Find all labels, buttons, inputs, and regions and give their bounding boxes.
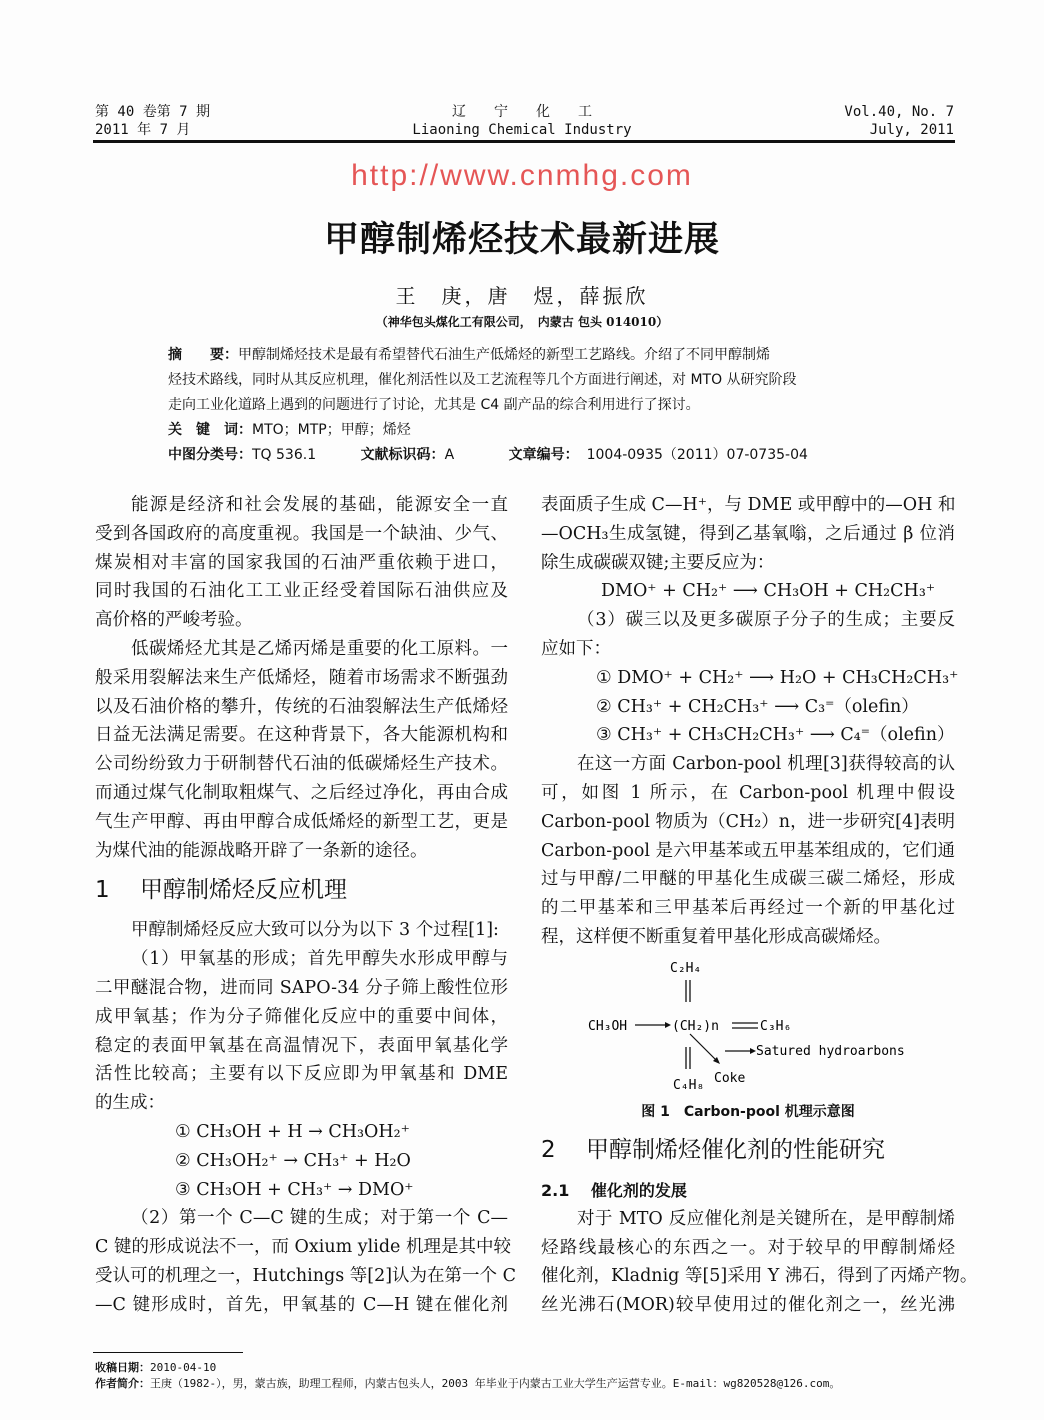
fig-arrowhead (665, 1022, 671, 1028)
equation: ③ CH₃⁺ + CH₃CH₂CH₃⁺ ⟶ C₄⁼（olefin） (596, 725, 955, 746)
fig-saturated: Satured hydroarbons (756, 1044, 905, 1059)
fig-c2h4: C₂H₄ (670, 961, 702, 976)
text-line: 对于 MTO 反应催化剂是关键所在，是甲醇制烯 (577, 1208, 955, 1229)
figure-caption: 图 1 Carbon-pool 机理示意图 (641, 1104, 855, 1120)
text-line: 可，如图 1 所示，在 Carbon-pool 机理中假设 (541, 783, 955, 803)
equation: DMO⁺ + CH₂⁺ ⟶ CH₃OH + CH₂CH₃⁺ (601, 581, 936, 602)
section-heading: 2 甲醇制烯烃催化剂的性能研究 (541, 1137, 885, 1163)
text-line: 公司纷纷致力于研制替代石油的低碳烯烃生产技术。 (95, 754, 508, 775)
abstract-line: 走向工业化道路上遇到的问题进行了讨论，尤其是 C4 副产品的综合利用进行了探讨。 (168, 397, 700, 413)
subsection-heading: 2.1 催化剂的发展 (541, 1181, 687, 1200)
text-line: 受认可的机理之一，Hutchings 等[2]认为在第一个 C (95, 1266, 516, 1286)
text-line: 二甲醚混合物，进而同 SAPO-34 分子筛上酸性位形 (95, 978, 508, 998)
equation: ① DMO⁺ + CH₂⁺ ⟶ H₂O + CH₃CH₂CH₃⁺ (596, 667, 959, 688)
volume-en: Vol.40, No. 7 (844, 104, 954, 120)
text-line: 日益无法满足需要。在这种背景下，各大能源机构和 (95, 725, 508, 746)
article-no-value: 1004-0935（2011）07-0735-04 (586, 447, 808, 463)
text-line: 般采用裂解法来生产低烯烃，随着市场需求不断强劲 (95, 667, 508, 688)
doc-code-label: 文献标识码： (360, 447, 445, 463)
text-line: 的生成： (95, 1093, 165, 1114)
text-line: —OCH₃生成氢键，得到乙基氧嗡，之后通过 β 位消 (541, 523, 955, 544)
text-line: C 键的形成说法不一，而 Oxium ylide 机理是其中较 (95, 1237, 511, 1258)
equation: ③ CH₃OH + CH₃⁺ → DMO⁺ (175, 1179, 414, 1200)
equation: ② CH₃OH₂⁺ → CH₃⁺ + H₂O (175, 1150, 411, 1171)
author-bio: 王庚（1982-），男，蒙古族，助理工程师，内蒙古包头人，2003 年毕业于内蒙古工业大学生产运营专业。E-mail：wg820528@126.com。 (150, 1377, 841, 1390)
text-line: 气生产甲醇、再由甲醇合成低烯烃的新型工艺，更是 (95, 811, 508, 832)
text-line: 除生成碳碳双键;主要反应为： (541, 552, 775, 573)
received-date: 2010-04-10 (150, 1361, 217, 1374)
section-heading: 1 甲醇制烯烃反应机理 (95, 877, 347, 904)
abstract-line: 烃技术路线，同时从其反应机理，催化剂活性以及工艺流程等几个方面进行阐述，对 MTO 从研究阶段 (168, 372, 797, 388)
figure-carbon-pool (560, 952, 960, 1092)
watermark: http://www.cnmhg.com (351, 159, 693, 192)
header-volume (844, 103, 954, 139)
text-line: 过与甲醇/二甲醚的甲基化生成碳三碳二烯烃，形成 (541, 869, 955, 890)
text-line: 甲醇制烯烃反应大致可以分为以下 3 个过程[1]: (131, 920, 499, 941)
text-line: —C 键形成时，首先，甲氧基的 C—H 键在催化剂 (95, 1294, 508, 1315)
text-line: （1）甲氧基的形成；首先甲醇失水形成甲醇与 (131, 949, 508, 970)
keywords-label: 关 键 词： (168, 422, 252, 438)
received-label: 收稿日期： (95, 1361, 150, 1374)
text-line: 以及石油价格的攀升，传统的石油裂解法生产低烯烃 (95, 696, 508, 717)
keywords: MTO；MTP；甲醇；烯烃 (252, 422, 411, 438)
fig-c3h6: C₃H₆ (760, 1019, 792, 1034)
clc-value: TQ 536.1 (252, 447, 317, 463)
doc-code-value: A (444, 447, 455, 463)
text-line: 成甲氧基；作为分子筛催化反应中的重要中间体， (95, 1006, 508, 1027)
text-line: 烃路线最核心的东西之一。对于较早的甲醇制烯烃 (541, 1237, 955, 1258)
fig-arrow (690, 1034, 718, 1062)
text-line: Carbon-pool 是六甲基苯或五甲基苯组成的，它们通 (541, 840, 955, 861)
journal-cn: 辽 宁 化 工 (452, 104, 592, 120)
header-rule (93, 140, 955, 143)
footnote (95, 1360, 955, 1392)
text-line: 应如下： (541, 639, 611, 659)
equation: ① CH₃OH + H → CH₃OH₂⁺ (175, 1122, 410, 1142)
journal-en: Liaoning Chemical Industry (412, 122, 632, 138)
fig-coke: Coke (714, 1071, 746, 1086)
text-line: 表面质子生成 C—H⁺，与 DME 或甲醇中的—OH 和 (541, 495, 956, 515)
paper-title: 甲醇制烯烃技术最新进展 (323, 220, 720, 260)
date-en: July, 2011 (869, 122, 954, 138)
date-cn: 2011 年 7 月 (95, 122, 191, 138)
header-issue (95, 103, 210, 139)
authors: 王 庚，唐 煜，薛振欣 (395, 284, 649, 308)
clc-label: 中图分类号： (168, 447, 252, 463)
fig-c4h8: C₄H₈ (673, 1078, 705, 1092)
text-line: 催化剂，Kladnig 等[5]采用 Y 沸石，得到了丙烯产物。 (541, 1266, 978, 1287)
issue-cn: 第 40 卷第 7 期 (95, 104, 211, 120)
article-no-label: 文章编号： (508, 447, 579, 463)
text-line: 丝光沸石(MOR)较早使用过的催化剂之一，丝光沸 (541, 1295, 955, 1316)
bio-label: 作者简介： (95, 1377, 150, 1390)
text-line: 低碳烯烃尤其是乙烯丙烯是重要的化工原料。一 (131, 639, 508, 659)
text-line: 为煤代油的能源战略开辟了一条新的途径。 (95, 840, 428, 861)
text-line: 能源是经济和社会发展的基础，能源安全一直 (131, 495, 508, 515)
text-line: （2）第一个 C—C 键的生成；对于第一个 C— (131, 1208, 508, 1229)
text-line: Carbon-pool 物质为（CH₂）n，进一步研究[4]表明 (541, 811, 955, 832)
abstract (168, 343, 880, 468)
fig-ch2n: (CH₂)n (672, 1019, 719, 1034)
text-line: 而通过煤气化制取粗煤气、之后经过净化，再由合成 (95, 783, 508, 803)
text-line: 在这一方面 Carbon-pool 机理[3]获得较高的认 (577, 754, 955, 775)
fig-ch3oh: CH₃OH (588, 1019, 628, 1034)
text-line: 程，这样便不断重复着甲基化形成高碳烯烃。 (541, 927, 891, 947)
footnote-rule (93, 1352, 243, 1353)
text-line: 活性比较高；主要有以下反应即为甲氧基和 DME (95, 1064, 508, 1085)
text-line: 的二甲基苯和三甲基苯后再经过一个新的甲基化过 (541, 898, 955, 919)
text-line: 高价格的严峻考验。 (95, 610, 253, 631)
text-line: 稳定的表面甲氧基在高温情况下，表面甲氧基化学 (95, 1035, 508, 1056)
abstract-label: 摘 要： (168, 347, 238, 363)
text-line: （3）碳三以及更多碳原子分子的生成；主要反 (577, 610, 955, 631)
affiliation: （神华包头煤化工有限公司， 内蒙古 包头 014010） (375, 315, 669, 329)
equation: ② CH₃⁺ + CH₂CH₃⁺ ⟶ C₃⁼（olefin） (596, 696, 919, 717)
abstract-line: 甲醇制烯烃技术是最有希望替代石油生产低烯烃的新型工艺路线。介绍了不同甲醇制烯 (238, 347, 770, 363)
header-journal (372, 103, 672, 139)
text-line: 同时我国的石油化工工业正经受着国际石油供应及 (95, 581, 508, 602)
text-line: 受到各国政府的高度重视。我国是一个缺油、少气、 (95, 523, 508, 544)
text-line: 煤炭相对丰富的国家我国的石油严重依赖于进口， (95, 552, 508, 573)
